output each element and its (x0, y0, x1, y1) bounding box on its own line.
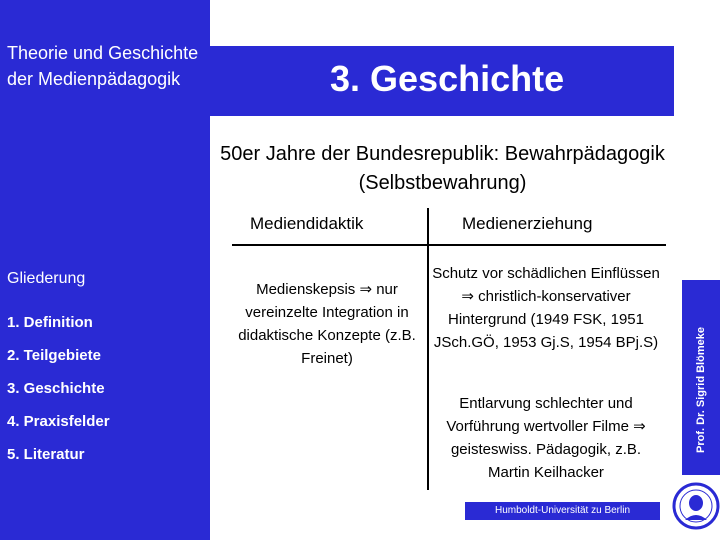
medienerziehung-text-entlarvung: Entlarvung schlechter und Vorführung wertvoller Filme ⇒ geisteswiss. Pädagogik, z.B. Martin Keilhacker (446, 395, 646, 481)
outline-item-definition[interactable]: 1. Definition (7, 314, 93, 331)
outline-heading: Gliederung (7, 270, 86, 287)
outline-item-geschichte[interactable]: 3. Geschichte (7, 380, 105, 397)
column-header-medienerziehung: Medienerziehung (462, 214, 593, 233)
slide-title: 3. Geschichte (330, 58, 565, 99)
outline-list (7, 312, 110, 477)
table-column-divider (427, 208, 429, 490)
outline-item-literatur[interactable]: 5. Literatur (7, 446, 85, 463)
author-label: Prof. Dr. Sigrid Blömeke (695, 327, 707, 453)
university-seal-icon (672, 480, 720, 532)
table-header-divider (232, 244, 666, 246)
column-header-mediendidaktik: Mediendidaktik (250, 214, 364, 233)
university-label: Humboldt-Universität zu Berlin (465, 502, 660, 520)
course-title: Theorie und Geschichte der Medienpädagogik (7, 43, 199, 89)
medienerziehung-text-schutz: Schutz vor schädlichen Einflüssen ⇒ christlich-konservativer Hintergrund (1949 FSK, 1951 JSch.GÖ, 1953 Gj.S, 1954 BPj.S) (432, 265, 660, 351)
outline-item-praxisfelder[interactable]: 4. Praxisfelder (7, 413, 110, 430)
slide-subtitle: 50er Jahre der Bundesrepublik: Bewahrpädagogik (Selbstbewahrung) (220, 143, 665, 194)
mediendidaktik-text: Medienskepsis ⇒ nur vereinzelte Integration in didaktische Konzepte (z.B. Freinet) (238, 281, 416, 367)
outline-item-teilgebiete[interactable]: 2. Teilgebiete (7, 347, 101, 364)
